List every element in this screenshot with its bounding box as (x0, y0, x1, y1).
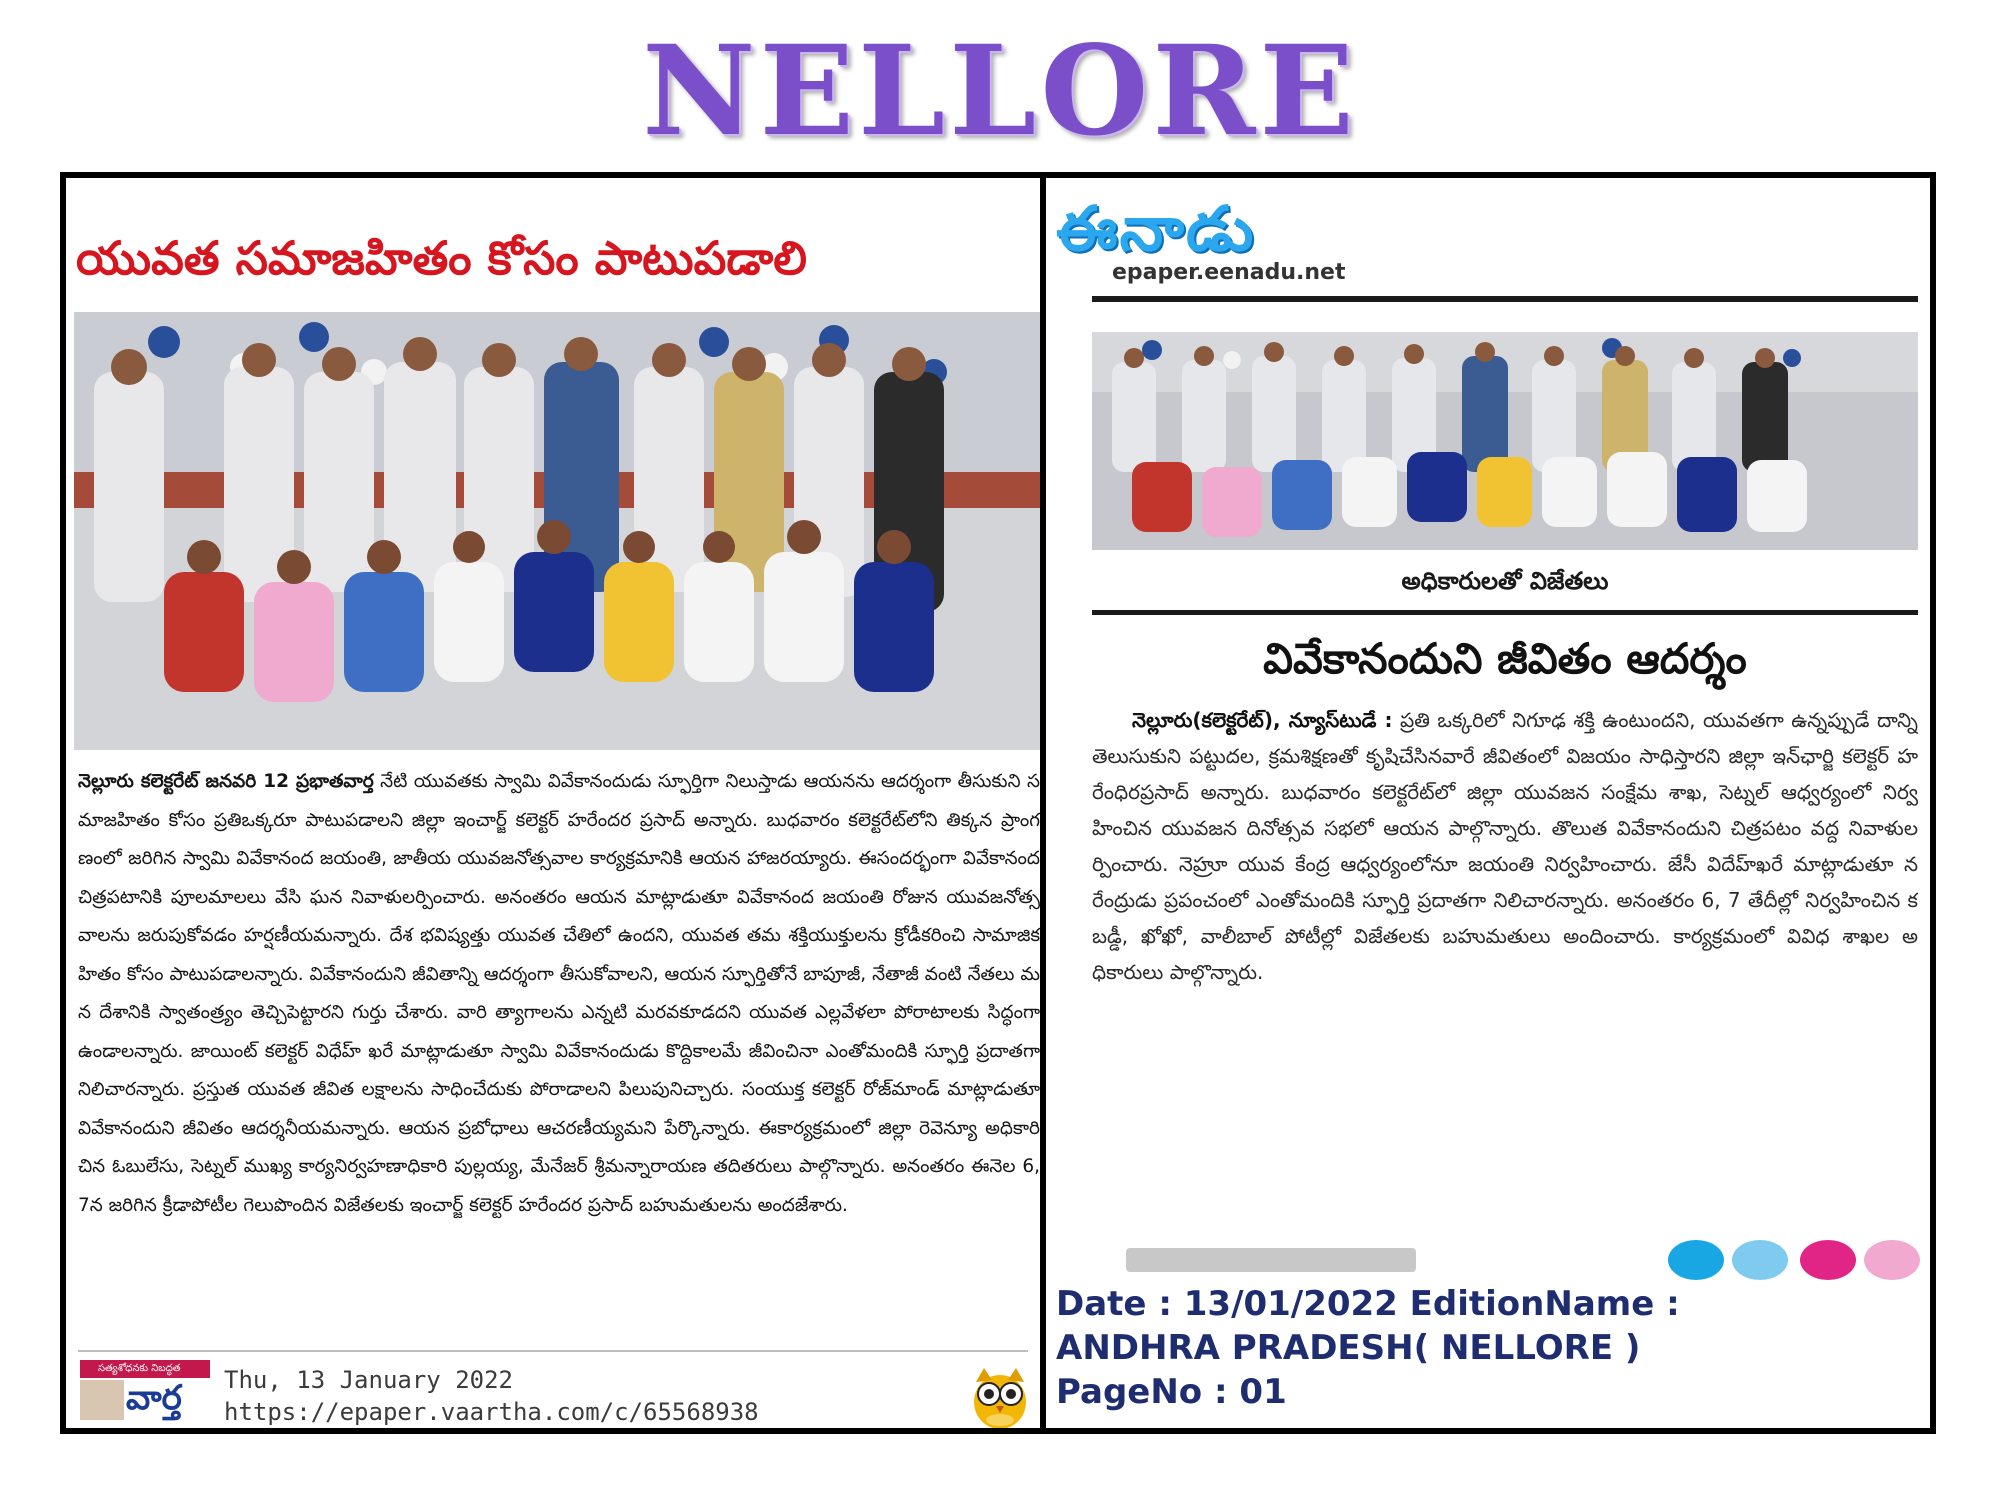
decorative-dot (1864, 1240, 1920, 1280)
caption-rule (1092, 610, 1918, 615)
page-number: PageNo : 01 (1056, 1372, 1287, 1412)
vaartha-footer (224, 1364, 759, 1428)
vaartha-article-body (78, 763, 1040, 1343)
vaartha-article-text: నేటి యువతకు స్వామి వివేకానందుడు స్ఫూర్తిగా నిలుస్తాడు ఆయనను ఆదర్శంగా తీసుకుని సమాజహితం కోసం ప్రతిఒక్కరూ పాటుపడాలని జిల్లా ఇంచార్జ్ కలెక్టర్ హరేందర ప్రసాద్ అన్నారు. బుధవారం కలెక్టరేట్‌లోని తిక్కన ప్రాంగణంలో జరిగిన స్వామి వివేకానంద జయంతి, జాతీయ యువజనోత్సవాల కార్యక్రమానికి ఆయన హాజరయ్యారు. ఈసందర్భంగా వివేకానంద చిత్రపటానికి పూలమాలలు వేసి ఘన నివాళులర్పించారు. అనంతరం ఆయన మాట్లాడుతూ వివేకానంద జయంతి రోజున యువజనోత్సవాలను జరుపుకోవడం హర్షణీయమన్నారు. దేశ భవిష్యత్తు యువత చేతిలో ఉందని, యువత తమ శక్తియుక్తులను క్రోడీకరించి సామాజిక హితం కోసం పాటుపడాలన్నారు. వివేకానందుని జీవితాన్ని ఆదర్శంగా తీసుకోవాలని, ఆయన స్ఫూర్తితోనే బాపూజీ, నేతాజీ వంటి నేతలు మన దేశానికి స్వాతంత్ర్యం తెచ్చిపెట్టారని గుర్తు చేశారు. వారి త్యాగాలను ఎన్నటి మరవకూడదని యువత ఎల్లవేళలా పోరాటాలకు సిద్ధంగా ఉండాలన్నారు. జాయింట్ కలెక్టర్ విధేహ్ ఖరే మాట్లాడుతూ స్వామి వివేకానందుడు కొద్దికాలమే జీవించినా ఎంతోమందికి స్ఫూర్తి ప్రదాతగా నిలిచారన్నారు. ప్రస్తుత యువత జీవిత లక్షాలను సాధించేదుకు పోరాడాలని పిలుపునిచ్చారు. సంయుక్త కలెక్టర్ రోజ్‌మాండ్ మాట్లాడుతూ వివేకానందుని జీవితం ఆదర్శనీయమన్నారు. ఆయన ప్రబోధాలు ఆచరణీయ్యమని పేర్కొన్నారు. ఈకార్యక్రమంలో జిల్లా రెవెన్యూ అధికారి చిన ఓబులేసు, సెట్నల్ ముఖ్య కార్యనిర్వహణాధికారి పుల్లయ్య, మేనేజర్ శ్రీమన్నారాయణ తదితరులు పాల్గొన్నారు. అనంతరం ఈనెల 6,7న జరిగిన క్రీడాపోటీల గెలుపొందిన విజేతలకు ఇంచార్జ్ కలెక్టర్ హరేందర ప్రసాద్ బహుమతులను అందజేశారు. (78, 771, 1040, 1216)
eenadu-logo: ఈనాడు (1056, 192, 1256, 265)
eenadu-headline: వివేకానందుని జీవితం ఆదర్శం (1263, 634, 1747, 683)
photo-caption: అధికారులతో విజేతలు (1401, 567, 1609, 595)
decorative-dot (1732, 1240, 1788, 1280)
decorative-dot (1800, 1240, 1856, 1280)
edition-meta (1056, 1282, 1926, 1414)
vaartha-logo (80, 1360, 210, 1420)
vaartha-footer-url[interactable]: https://epaper.vaartha.com/c/65568938 (224, 1398, 759, 1426)
eenadu-dateline: నెల్లూరు(కలెక్టరేట్), న్యూస్‌టుడే : (1132, 708, 1393, 732)
vaartha-headline: యువత సమాజహితం కోసం పాటుపడాలి (76, 231, 807, 285)
ad-strip (1126, 1248, 1416, 1272)
eenadu-clipping (1040, 172, 1936, 1434)
vaartha-logo-tagline: సత్యశోధనకు నిబద్ధత (80, 1360, 210, 1378)
edition-name: ANDHRA PRADESH( NELLORE ) (1056, 1328, 1641, 1368)
edition-date: Date : 13/01/2022 EditionName : (1056, 1284, 1680, 1324)
vaartha-group-photo (74, 312, 1040, 750)
vaartha-logo-word: వార్త (126, 1378, 182, 1418)
eenadu-group-photo (1092, 332, 1918, 550)
eenadu-article-text: ప్రతి ఒక్కరిలో నిగూఢ శక్తి ఉంటుందని, యువతగా ఉన్నప్పుడే దాన్ని తెలుసుకుని పట్టుదల, క్రమశిక్షణతో కృషిచేసినవారే జీవితంలో విజయం సాధిస్తారని జిల్లా ఇన్‌ఛార్జి కలెక్టర్ హరేంధిరప్రసాద్ అన్నారు. బుధవారం కలెక్టరేట్‌లో జిల్లా యువజన సంక్షేమ శాఖ, సెట్నల్ ఆధ్వర్యంలో నిర్వహించిన యువజన దినోత్సవ సభలో ఆయన పాల్గొన్నారు. తొలుత వివేకానందుని చిత్రపటం వద్ద నివాళులర్పించారు. నెహ్రూ యువ కేంద్ర ఆధ్వర్యంలోనూ జయంతి నిర్వహించారు. జేసీ విదేహ్‌ఖరే మాట్లాడుతూ నరేంద్రుడు ప్రపంచంలో ఎంతోమందికి స్ఫూర్తి ప్రదాతగా నిలిచారన్నారు. అనంతరం 6, 7 తేదీల్లో నిర్వహించిన కబడ్డీ, ఖోఖో, వాలీబాల్ పోటీల్లో విజేతలకు బహుమతులు అందించారు. కార్యక్రమంలో వివిధ శాఖల అధికారులు పాల్గొన్నారు. (1092, 708, 1918, 984)
vaartha-logo-image (80, 1380, 124, 1420)
owl-icon (970, 1364, 1030, 1430)
vaartha-clipping (60, 172, 1046, 1434)
eenadu-url[interactable]: epaper.eenadu.net (1112, 260, 1346, 285)
eenadu-article-body (1092, 702, 1918, 1230)
vaartha-dateline: నెల్లూరు కలెక్టరేట్ జనవరి 12 ప్రభాతవార్త (78, 771, 374, 792)
vaartha-footer-date: Thu, 13 January 2022 (224, 1366, 513, 1394)
header-rule (1092, 296, 1918, 302)
decorative-dot (1668, 1240, 1724, 1280)
footer-divider (78, 1350, 1028, 1352)
page-title: NELLORE (642, 19, 1358, 164)
